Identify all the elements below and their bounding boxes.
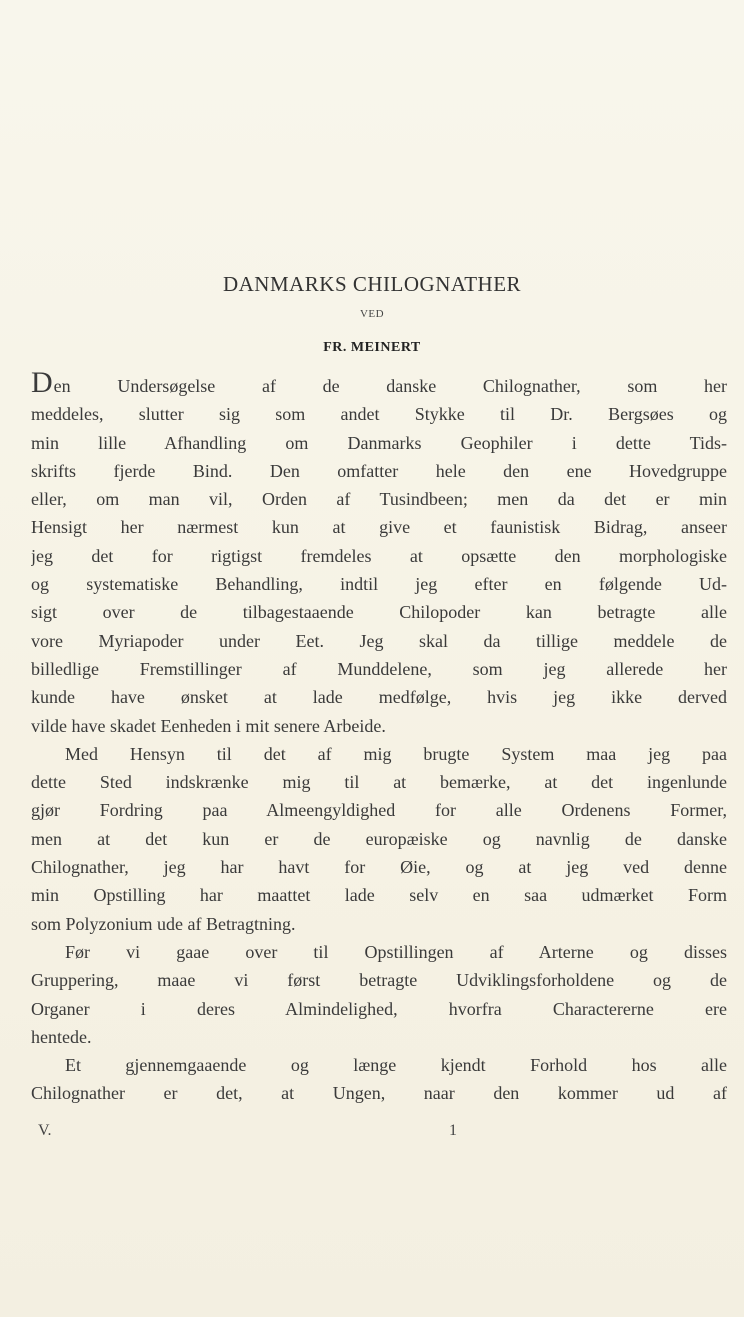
text-line: sigt over de tilbagestaaende Chilopoder kan betragte alle — [31, 602, 727, 623]
drop-cap: D — [31, 372, 53, 399]
text-line: men at det kun er de europæiske og navnlig de danske — [31, 828, 727, 849]
text-line: Med Hensyn til det af mig brugte System maa jeg paa — [65, 743, 727, 764]
text-line: meddeles, slutter sig som andet Stykke til Dr. Bergsøes og — [31, 404, 727, 425]
text-line: kunde have ønsket at lade medfølge, hvis jeg ikke derved — [31, 687, 727, 708]
text-line: Chilognather, jeg har havt for Øie, og at jeg ved denne — [31, 857, 727, 878]
text-line: Organer i deres Almindelighed, hvorfra Charactererne ere — [31, 998, 727, 1019]
author-name: FR. MEINERT — [323, 340, 421, 355]
document-title: DANMARKS CHILOGNATHER — [222, 272, 522, 296]
text-line-content: en Undersøgelse af de danske Chilognather, som her — [53, 376, 727, 396]
text-line: Hensigt her nærmest kun at give et faunistisk Bidrag, anseer — [31, 517, 727, 538]
text-line: hentede. — [31, 1026, 92, 1047]
text-line: min Opstilling har maattet lade selv en saa udmærket Form — [31, 885, 727, 906]
text-line — [31, 372, 727, 400]
body-text — [31, 372, 727, 1108]
text-line: skrifts fjerde Bind. Den omfatter hele den ene Hovedgruppe — [31, 460, 727, 481]
text-line: Et gjennemgaaende og længe kjendt Forhold hos alle — [65, 1055, 727, 1076]
text-line: gjør Fordring paa Almeengyldighed for alle Ordenens Former, — [31, 800, 727, 821]
text-line: Chilognather er det, at Ungen, naar den kommer ud af — [31, 1083, 727, 1104]
text-line: jeg det for rigtigst fremdeles at opsætte den morphologiske — [31, 545, 727, 566]
text-line: billedlige Fremstillinger af Munddelene, som jeg allerede her — [31, 658, 727, 679]
text-line: Gruppering, maae vi først betragte Udviklingsforholdene og de — [31, 970, 727, 991]
text-line: og systematiske Behandling, indtil jeg efter en følgende Ud- — [31, 574, 727, 595]
signature-mark: V. — [38, 1122, 52, 1139]
text-line: dette Sted indskrænke mig til at bemærke, at det ingenlunde — [31, 772, 727, 793]
text-line: eller, om man vil, Orden af Tusindbeen; men da det er min — [31, 489, 727, 510]
sheet-number: 1 — [449, 1122, 457, 1139]
text-line: Før vi gaae over til Opstillingen af Arterne og disses — [65, 941, 727, 962]
text-line: min lille Afhandling om Danmarks Geophiler i dette Tids- — [31, 432, 727, 453]
text-line: vilde have skadet Eenheden i mit senere Arbeide. — [31, 715, 386, 736]
byline-ved: VED — [359, 308, 385, 320]
text-line: vore Myriapoder under Eet. Jeg skal da tillige meddele de — [31, 630, 727, 651]
text-line: som Polyzonium ude af Betragtning. — [31, 913, 296, 934]
